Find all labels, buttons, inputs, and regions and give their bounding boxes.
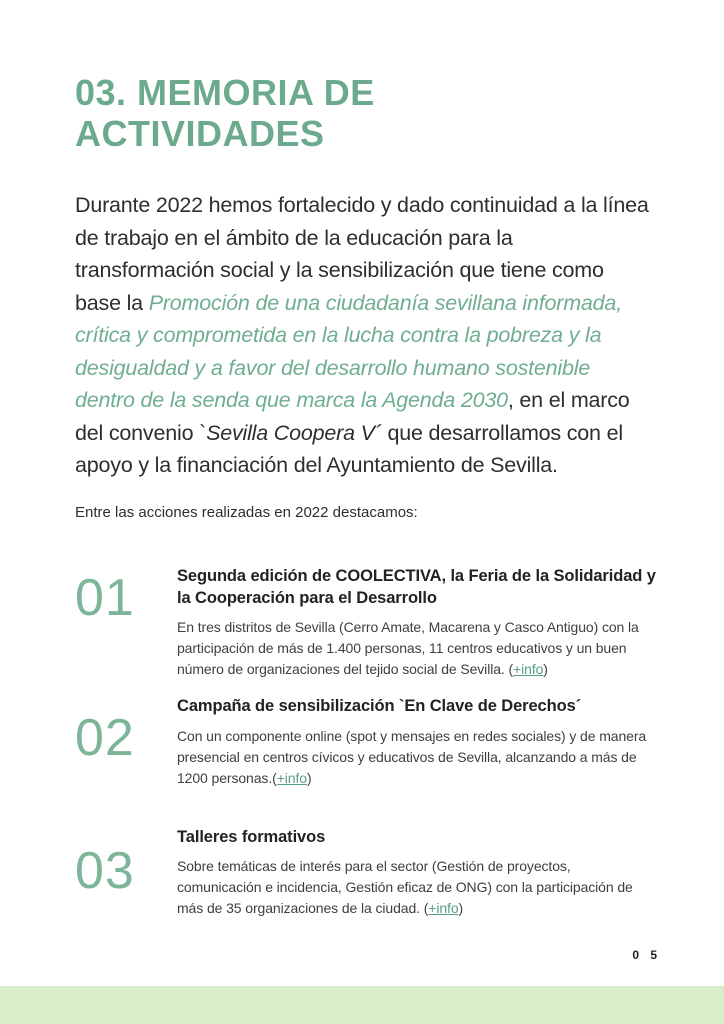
activity-number-1: 01 <box>75 569 135 627</box>
activity-body-2 <box>177 726 657 789</box>
activity-title-3: Talleres formativos <box>177 827 326 846</box>
bottom-accent-band <box>0 986 724 1024</box>
page-number: 0 5 <box>632 948 661 962</box>
activities-list <box>75 566 657 919</box>
intro-green-italic-text: Promoción de una ciudadanía sevillana informada, crítica y comprometida en la lucha contra la pobreza y la desigualdad y a favor del desarrollo humano sostenible dentro de la senda que marca la Agenda 2030 <box>75 290 622 412</box>
intro-paragraph <box>75 189 653 482</box>
intro-convenio-name: Sevilla Coopera V´ <box>206 420 382 445</box>
actions-lead: Entre las acciones realizadas en 2022 destacamos: <box>75 504 418 521</box>
page-title-line-2: ACTIVIDADES <box>75 113 325 154</box>
activity-body-1 <box>177 617 657 680</box>
intro-text-1: Durante 2022 hemos fortalecido y dado continuidad a la línea de trabajo en el ámbito de la educación para la transformación social y la sensibilización que tiene como base la <box>75 193 649 315</box>
activity-body-text-2: Con un componente online (spot y mensajes en redes sociales) y de manera presencial en centros cívicos y educativos de Sevilla, alcanzando a más de 1200 personas.( <box>177 727 647 786</box>
activity-item-2 <box>75 696 657 789</box>
activity-body-3 <box>177 856 657 919</box>
activity-title-1: Segunda edición de COOLECTIVA, la Feria de la Solidaridad y la Cooperación para el Desarrollo <box>177 567 656 607</box>
info-link-3[interactable]: +info <box>428 900 459 916</box>
activity-number-2: 02 <box>75 709 135 767</box>
page-title <box>75 72 375 154</box>
activity-body-close-3: ) <box>458 900 464 916</box>
info-link-2[interactable]: +info <box>276 769 307 786</box>
activity-number-3: 03 <box>75 841 135 900</box>
activity-body-close-2: ) <box>306 769 312 786</box>
activity-body-close-1: ) <box>543 661 548 677</box>
page-title-line-1: 03. MEMORIA DE <box>75 72 375 113</box>
activity-content-1 <box>177 566 657 680</box>
info-link-1[interactable]: +info <box>513 661 544 677</box>
activity-item-3 <box>75 827 657 920</box>
intro-text-3: que desarrollamos con el apoyo y la financiación del Ayuntamiento de Sevilla. <box>75 420 623 477</box>
activity-body-text-1: En tres distritos de Sevilla (Cerro Amate, Macarena y Casco Antiguo) con la participación de más de 1.400 personas, 11 centros educativos y un buen número de organizaciones del tejido social de Sevilla. ( <box>177 619 639 677</box>
activity-title-2: Campaña de sensibilización `En Clave de Derechos´ <box>177 697 582 715</box>
activity-item-1 <box>75 566 657 680</box>
intro-text-2: , en el marco del convenio ` <box>75 388 630 445</box>
activity-content-3 <box>177 827 657 920</box>
activity-content-2 <box>177 696 657 789</box>
activity-body-text-3: Sobre temáticas de interés para el sector (Gestión de proyectos, comunicación e incidencia, Gestión eficaz de ONG) con la participación de más de 35 organizaciones de la ciudad. ( <box>177 858 633 916</box>
